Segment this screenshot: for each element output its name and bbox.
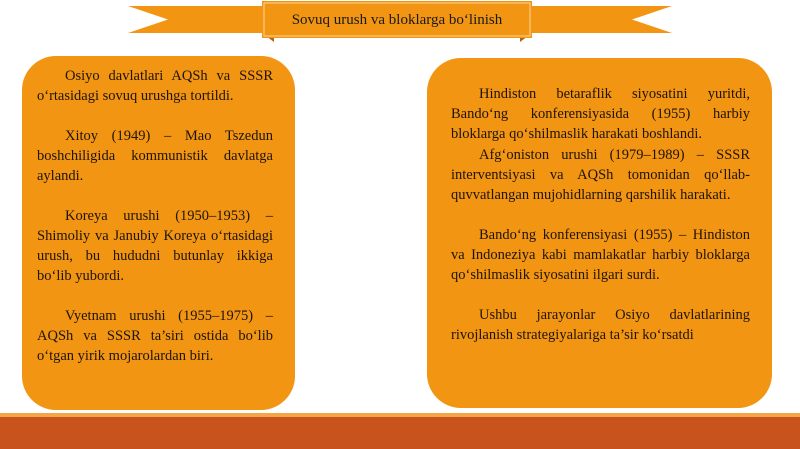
footer-bar	[0, 417, 800, 449]
title-ribbon	[0, 0, 800, 50]
right-paragraph-4: Ushbu jarayonlar Osiyo davlatlarining rivojlanish strategiyalariga ta’sir ko‘rsatdi	[451, 307, 750, 343]
left-paragraph-4: Vyetnam urushi (1955–1975) – AQSh va SSSR ta’siri ostida bo‘lib o‘tgan yirik mojarolardan biri.	[37, 308, 273, 364]
right-info-card	[427, 58, 772, 408]
left-paragraph-1: Osiyo davlatlari AQSh va SSSR o‘rtasidagi sovuq urushga tortildi.	[37, 68, 273, 104]
right-paragraph-3: Bando‘ng konferensiyasi (1955) – Hindiston va Indoneziya kabi mamlakatlar harbiy bloklarga qo‘shilmaslik siyosatini ilgari surdi.	[451, 227, 750, 283]
right-paragraph-2: Afg‘oniston urushi (1979–1989) – SSSR interventsiyasi va AQSh tomonidan qo‘llab-quvvatlangan mujohidlarning qarshilik harakati.	[451, 147, 750, 203]
page-title: Sovuq urush va bloklarga bo‘linish	[291, 11, 503, 28]
left-paragraph-2: Xitoy (1949) – Mao Tszedun boshchiligida kommunistik davlatga aylandi.	[37, 128, 273, 184]
right-paragraph-1: Hindiston betaraflik siyosatini yuritdi, Bando‘ng konferensiyasida (1955) harbiy bloklarga qo‘shilmaslik harakati boshlandi.	[451, 86, 750, 142]
left-paragraph-3: Koreya urushi (1950–1953) – Shimoliy va Janubiy Koreya o‘rtasidagi urush, bu hududni butunlay ikkiga bo‘lib yubordi.	[37, 208, 273, 284]
left-info-card	[22, 56, 295, 410]
